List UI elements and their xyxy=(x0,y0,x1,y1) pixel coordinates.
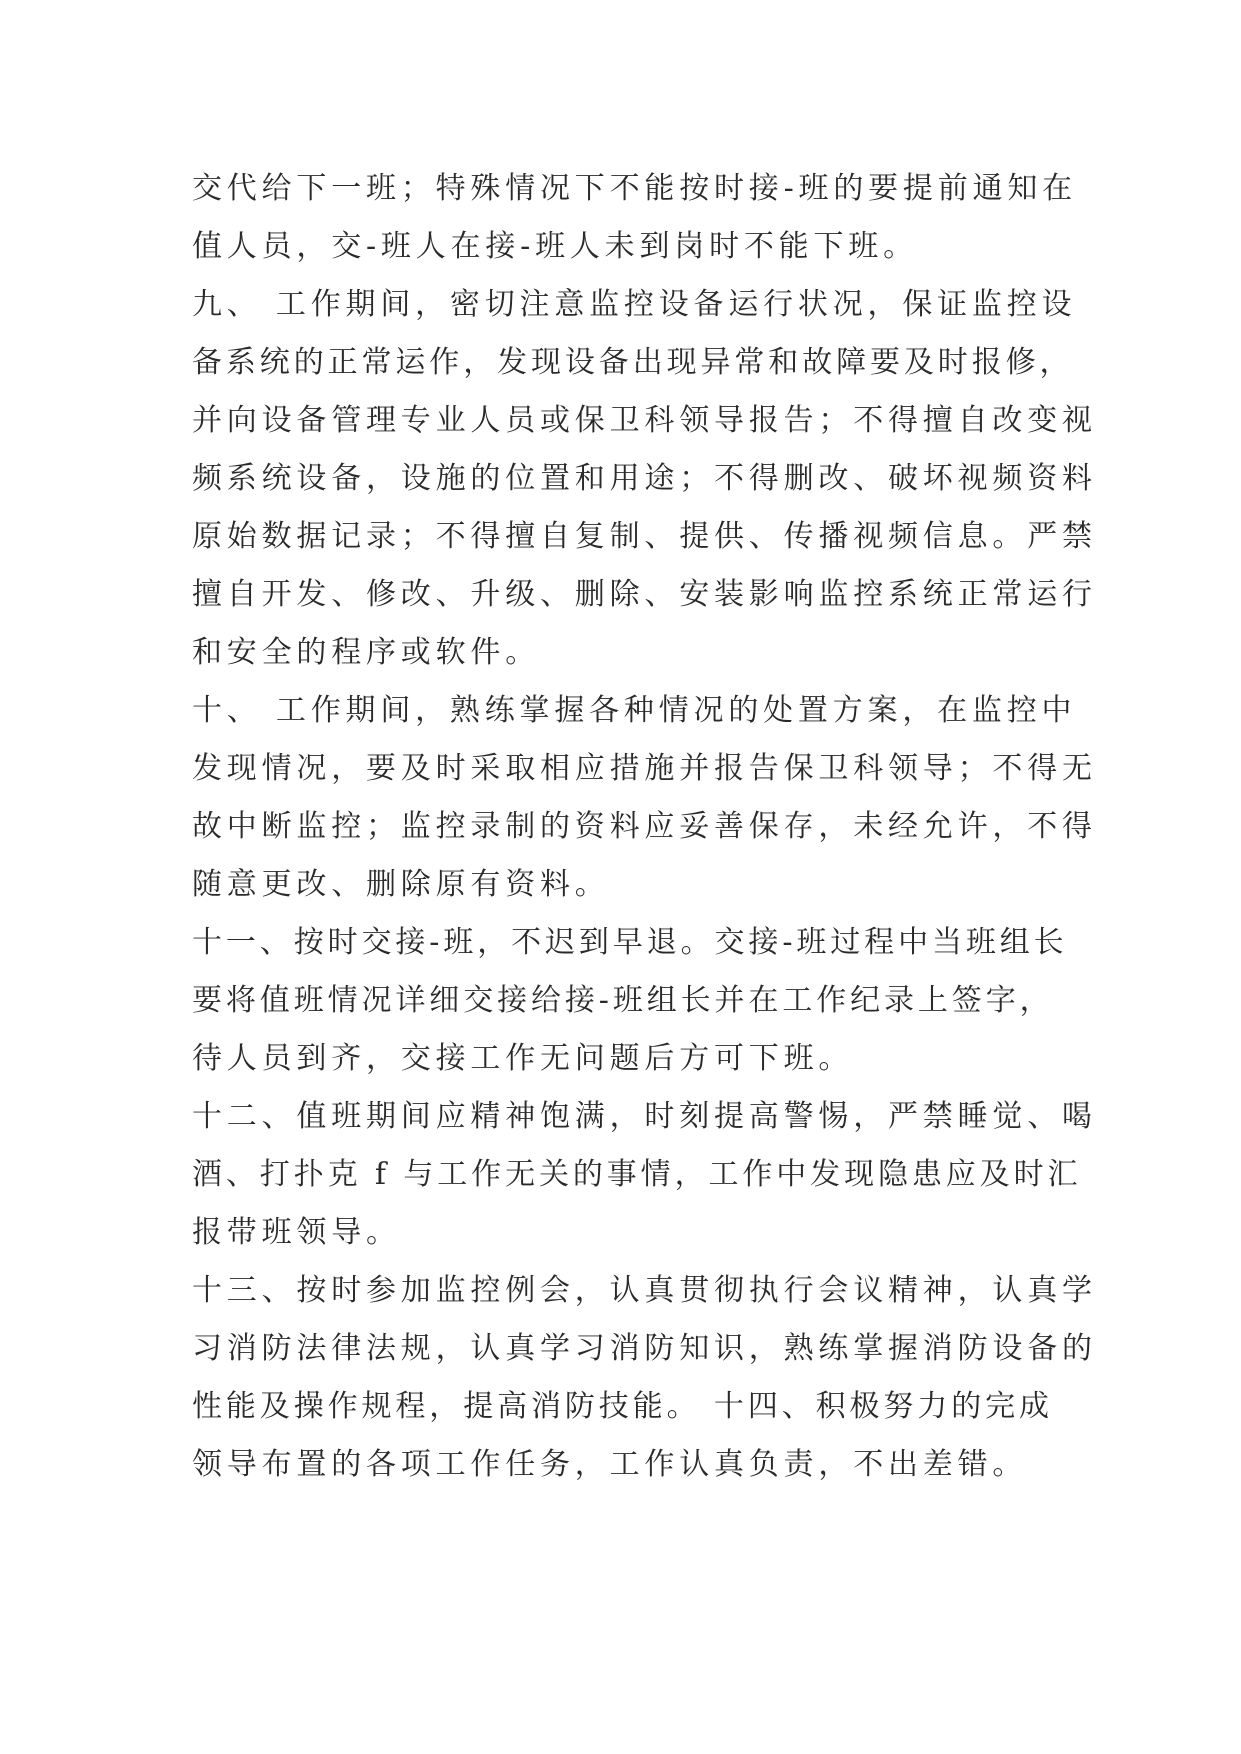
text-line: 十二、值班期间应精神饱满，时刻提高警惕，严禁睡觉、喝 xyxy=(192,1099,1097,1134)
text-line: 十一、按时交接-班，不迟到早退。交接-班过程中当班组长 xyxy=(192,925,1068,960)
text-line: 报带班领导。 xyxy=(192,1215,401,1250)
text-line: 频系统设备，设施的位置和用途；不得删改、破坏视频资料 xyxy=(192,461,1097,496)
text-line: 随意更改、删除原有资料。 xyxy=(192,867,610,902)
text-line: 并向设备管理专业人员或保卫科领导报告；不得擅自改变视 xyxy=(192,403,1097,438)
text-line: 发现情况，要及时采取相应措施并报告保卫科领导；不得无 xyxy=(192,751,1097,786)
text-line: 习消防法律法规，认真学习消防知识，熟练掌握消防设备的 xyxy=(192,1331,1097,1366)
document-body xyxy=(192,160,1097,1494)
text-line: 十、 工作期间，熟练掌握各种情况的处置方案，在监控中 xyxy=(192,693,1077,728)
text-line: 交代给下一班；特殊情况下不能按时接-班的要提前通知在 xyxy=(192,171,1077,206)
text-line: 性能及操作规程，提高消防技能。 十四、积极努力的完成 xyxy=(192,1389,1053,1424)
text-line: 原始数据记录；不得擅自复制、提供、传播视频信息。严禁 xyxy=(192,519,1097,554)
text-line: 领导布置的各项工作任务，工作认真负责，不出差错。 xyxy=(192,1447,1028,1482)
text-line: 和安全的程序或软件。 xyxy=(192,635,540,670)
text-line: 十三、按时参加监控例会，认真贯彻执行会议精神，认真学 xyxy=(192,1273,1097,1308)
text-line: 要将值班情况详细交接给接-班组长并在工作纪录上签字， xyxy=(192,983,1054,1018)
text-line: 九、 工作期间，密切注意监控设备运行状况，保证监控设 xyxy=(192,287,1077,322)
text-line: 酒、打扑克 f 与工作无关的事情，工作中发现隐患应及时汇 xyxy=(192,1157,1082,1192)
text-line: 待人员到齐，交接工作无问题后方可下班。 xyxy=(192,1041,854,1076)
text-line: 故中断监控；监控录制的资料应妥善保存，未经允许，不得 xyxy=(192,809,1097,844)
text-line: 擅自开发、修改、升级、删除、安装影响监控系统正常运行 xyxy=(192,577,1097,612)
text-line: 备系统的正常运作，发现设备出现异常和故障要及时报修， xyxy=(192,345,1074,380)
text-line: 值人员，交-班人在接-班人未到岗时不能下班。 xyxy=(192,229,918,264)
